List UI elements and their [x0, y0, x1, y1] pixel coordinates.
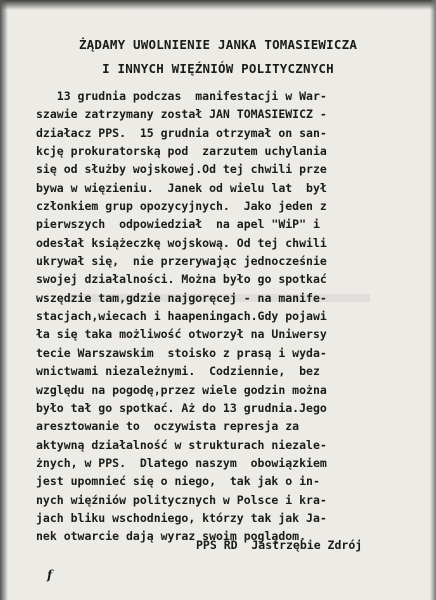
- body-line: 13 grudnia podczas manifestacji w War-: [36, 89, 327, 103]
- body-line: żnych, w PPS. Dlatego naszym obowiązkiem: [36, 455, 327, 470]
- body-line: względu na pogodę,przez wiele godzin można: [36, 382, 327, 397]
- body-line: było tał go spotkać. Aż do 13 grudnia.Jego: [36, 400, 327, 415]
- body-line: wszędzie tam,gdzie najgoręcej - na manife-: [36, 290, 327, 305]
- body-line: odesłał książeczkę wojskową. Od tej chwili: [36, 235, 327, 250]
- body-line: ukrywał się, nie przerywając jednocześnie: [36, 254, 327, 269]
- body-line: stacjach,wiecach i haapeningach.Gdy pojawi: [36, 309, 327, 324]
- body-line: jest upomnieć się o niego, tak jak o in-: [36, 474, 320, 489]
- scan-edge-left: [0, 0, 8, 600]
- signature: PPS RD Jastrzębie Zdrój: [196, 538, 363, 552]
- body-line: ła się taka możliwość otworzył na Uniwersy: [36, 327, 327, 342]
- body-line: szawie zatrzymany został JAN TOMASIEWICZ -: [36, 107, 327, 122]
- page-mark: f: [47, 568, 53, 582]
- body-line: wnictwami niezależnymi. Codziennie, bez: [36, 364, 320, 379]
- body-line: się od służby wojskowej.Od tej chwili prze: [36, 162, 327, 177]
- body-line: nek otwarcie dają wyraz swoim poglądom.: [36, 529, 307, 544]
- scan-edge-top: [0, 0, 436, 10]
- body-text: [36, 87, 416, 546]
- body-line: kcję prokuratorską pod zarzutem uchylania: [36, 144, 327, 159]
- body-line: bywa w więzieniu. Janek od wielu lat był: [36, 180, 327, 195]
- body-line: aresztowanie to oczywista represja za: [36, 419, 300, 434]
- body-line: nych więźniów politycznych w Polsce i kra-: [36, 492, 327, 507]
- body-line: działacz PPS. 15 grudnia otrzymał on san-: [36, 125, 327, 140]
- body-line: pierwszych odpowiedział na apel "WiP" i: [36, 217, 320, 232]
- body-line: swojej działalności. Można było go spotkać: [36, 272, 327, 287]
- scan-edge-right: [430, 0, 436, 600]
- body-line: tecie Warszawskim stoisko z prasą i wyda-: [36, 345, 327, 360]
- body-line: aktywną działalność w strukturach niezale-: [36, 437, 327, 452]
- heading-line-2: I INNYCH WIĘŹNIÓW POLITYCZNYCH: [102, 61, 334, 76]
- heading-line-1: ŻĄDAMY UWOLNIENIE JANKA TOMASIEWICZA: [78, 37, 358, 52]
- body-line: jach bliku wschodniego, którzy tak jak Ja-: [36, 510, 327, 525]
- body-line: członkiem grup opozycyjnych. Jako jeden z: [36, 199, 327, 214]
